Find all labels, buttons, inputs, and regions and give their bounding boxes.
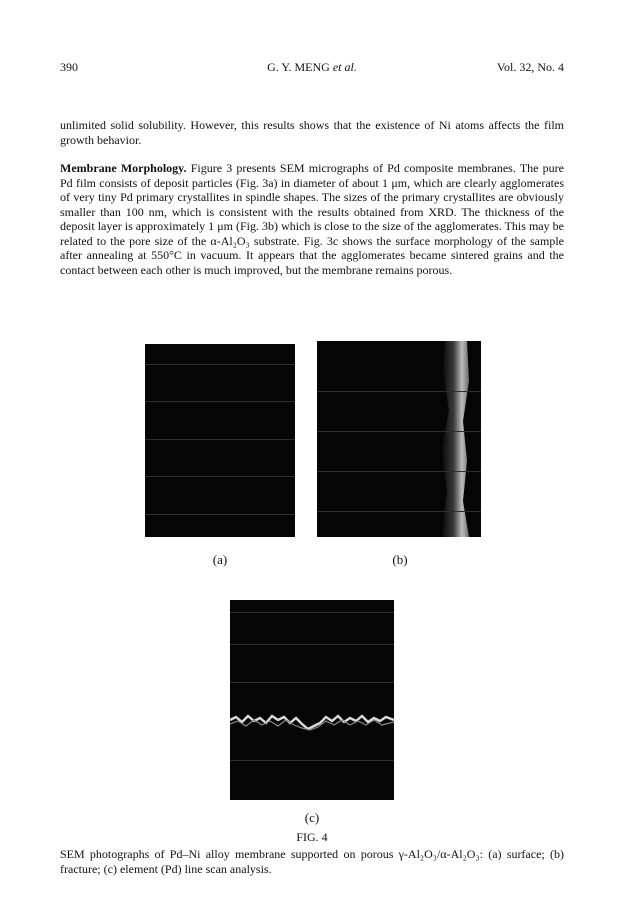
paragraph-continued: unlimited solid solubility. However, this results shows that the existence of Ni atoms affects the film growth behavior. [60,118,564,147]
figure-label-b: (b) [392,552,408,567]
paragraph-membrane-morphology [60,161,564,277]
micrograph-a [145,344,295,537]
fracture-profile [317,341,481,537]
running-authors [60,60,564,75]
page-number: 390 [60,60,78,74]
running-header [60,60,564,74]
micrograph-b [317,341,481,537]
micrograph-c [230,600,394,800]
section-heading: Membrane Morphology. [60,161,187,175]
figure-caption: SEM photographs of Pd–Ni alloy membrane supported on porous γ-Al₂O₃/α-Al₂O₃: (a) surface; (b) fracture; (c) element (Pd) line scan analysis. [60,847,564,876]
figure-label-a: (a) [212,552,228,567]
figure-label-c: (c) [304,810,320,825]
figure-title: FIG. 4 [296,830,328,844]
line-scan-trace [230,600,394,800]
paragraph-body: Figure 3 presents SEM micrographs of Pd composite membranes. The pure Pd film consists of deposit particles (Fig. 3a) in diameter of about 1 μm, which are clearly agglomerates of very tiny Pd primary crystallites in spindle shapes. The sizes of the primary crystallites are obviously smaller than 100 nm, which is consistent with the results obtained from XRD. The thickness of the deposit layer is approximately 1 μm (Fig. 3b) which is close to the size of the agglomerates. This may be related to the pore size of the α-Al₂O₃ substrate. Fig. 3c shows the surface morphology of the sample after annealing at 550°C in vacuum. It appears that the agglomerates became sintered grains and the contact between each other is much improved, but the membrane remains porous. [60,161,564,277]
authors-etal: et al. [332,60,357,74]
authors-main: G. Y. MENG [267,60,333,74]
volume-info: Vol. 32, No. 4 [496,60,564,74]
